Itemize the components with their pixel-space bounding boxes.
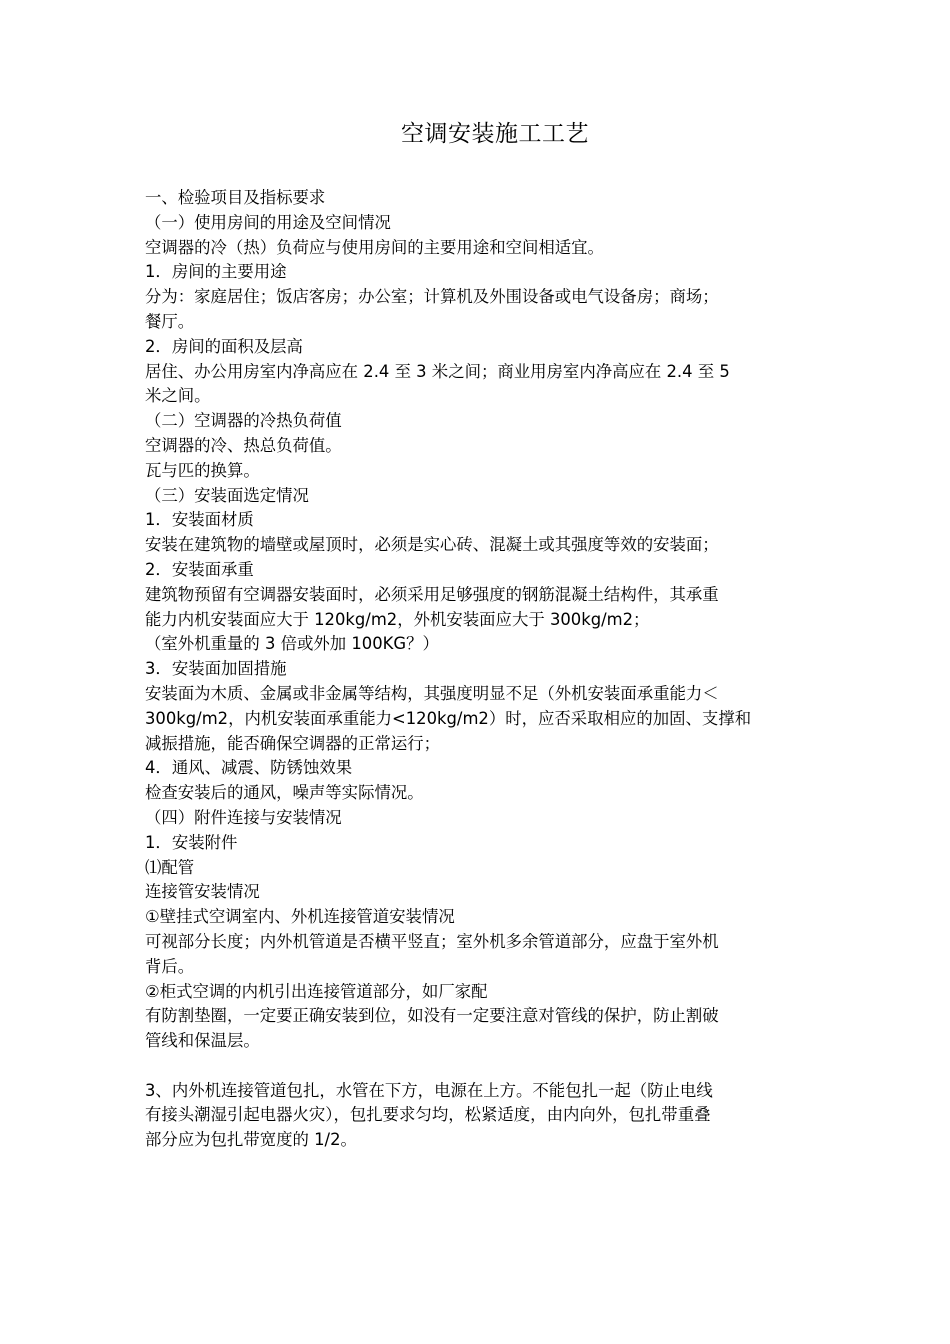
text-line: ②柜式空调的内机引出连接管道部分，如厂家配 <box>145 981 488 1001</box>
text-line: 300kg/m2，内机安装面承重能力<120kg/m2）时，应否采取相应的加固、支撑和 <box>145 708 752 728</box>
document-body <box>145 186 810 1153</box>
text-line: 3．安装面加固措施 <box>145 659 287 679</box>
text-line: （室外机重量的 3 倍或外加 100KG？） <box>145 634 439 654</box>
text-line: 建筑物预留有空调器安装面时，必须采用足够强度的钢筋混凝土结构件，其承重 <box>145 584 719 604</box>
text-line: 空调器的冷（热）负荷应与使用房间的主要用途和空间相适宜。 <box>145 237 604 257</box>
text-line: 安装在建筑物的墙壁或屋顶时，必须是实心砖、混凝土或其强度等效的安装面； <box>145 535 719 555</box>
text-line: 能力内机安装面应大于 120kg/m2，外机安装面应大于 300kg/m2； <box>145 609 650 629</box>
text-line: 分为：家庭居住；饭店客房；办公室；计算机及外围设备或电气设备房；商场； <box>145 287 719 307</box>
text-line: 2．房间的面积及层高 <box>145 336 303 356</box>
text-line: 瓦与匹的换算。 <box>145 460 260 480</box>
text-line: （四）附件连接与安装情况 <box>145 807 342 827</box>
text-line: 空调器的冷、热总负荷值。 <box>145 435 342 455</box>
text-line: 1．安装附件 <box>145 832 238 852</box>
text-line: 2．安装面承重 <box>145 559 254 579</box>
text-line: 连接管安装情况 <box>145 882 260 902</box>
text-line: 减振措施，能否确保空调器的正常运行； <box>145 733 441 753</box>
text-line: 有接头潮湿引起电器火灾），包扎要求匀均，松紧适度，由内向外，包扎带重叠 <box>145 1105 711 1125</box>
text-line: 一、检验项目及指标要求 <box>145 188 326 207</box>
text-line: 米之间。 <box>145 386 211 406</box>
text-line: 管线和保温层。 <box>145 1031 260 1051</box>
text-line: 餐厅。 <box>145 311 195 331</box>
text-line: 安装面为木质、金属或非金属等结构，其强度明显不足（外机安装面承重能力＜ <box>145 683 719 703</box>
text-line: 3、内外机连接管道包扎，水管在下方，电源在上方。不能包扎一起（防止电线 <box>145 1080 713 1100</box>
text-line: 部分应为包扎带宽度的 1/2。 <box>145 1130 357 1150</box>
document-title: 空调安装施工工艺 <box>401 121 589 147</box>
text-line: 可视部分长度；内外机管道是否横平竖直；室外机多余管道部分，应盘于室外机 <box>145 931 719 951</box>
text-line: ⑴配管 <box>145 857 195 877</box>
text-line: 背后。 <box>145 956 195 976</box>
blank-line <box>145 1054 810 1079</box>
text-line: 有防割垫圈，一定要正确安装到位，如没有一定要注意对管线的保护，防止割破 <box>145 1006 719 1026</box>
text-line: ①壁挂式空调室内、外机连接管道安装情况 <box>145 907 455 927</box>
text-line: 4．通风、减震、防锈蚀效果 <box>145 758 353 778</box>
text-line: 居住、办公用房室内净高应在 2.4 至 3 米之间；商业用房室内净高应在 2.4 至 5 <box>145 361 730 381</box>
text-line: 检查安装后的通风，噪声等实际情况。 <box>145 783 424 803</box>
text-line: （三）安装面选定情况 <box>145 485 309 505</box>
text-line: （二）空调器的冷热负荷值 <box>145 411 342 431</box>
text-line: （一）使用房间的用途及空间情况 <box>145 212 391 232</box>
text-line: 1．安装面材质 <box>145 510 254 530</box>
text-line: 1．房间的主要用途 <box>145 262 287 282</box>
